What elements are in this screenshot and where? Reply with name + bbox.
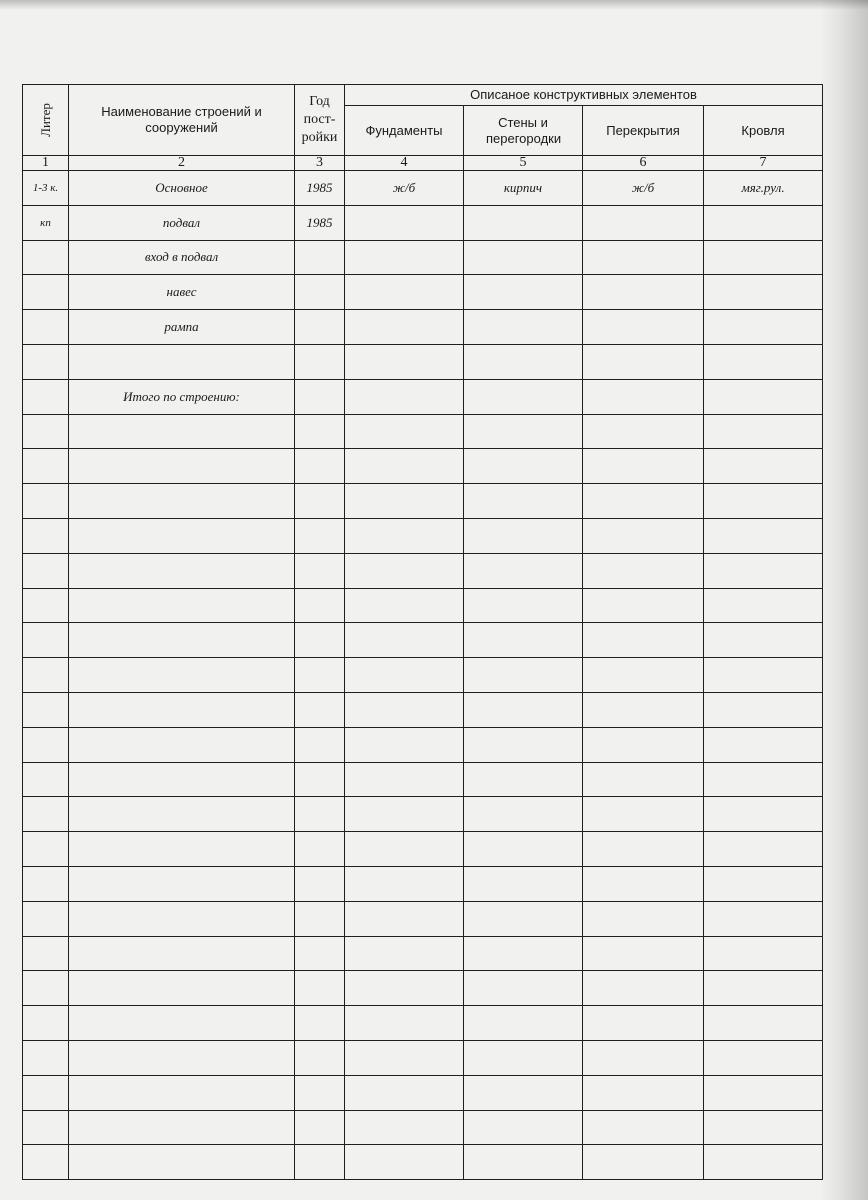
- header-liter: [23, 85, 69, 156]
- cell-year: [295, 1145, 345, 1180]
- cell-floors: [583, 692, 704, 727]
- cell-liter: [23, 484, 69, 519]
- header-foundation: [345, 106, 464, 156]
- cell-walls: [464, 971, 583, 1006]
- cell-floors: [583, 901, 704, 936]
- cell-liter: [23, 623, 69, 658]
- empty-table-row: [23, 1075, 823, 1110]
- cell-floors: [583, 275, 704, 310]
- cell-foundation: [345, 692, 464, 727]
- empty-table-row: [23, 971, 823, 1006]
- cell-foundation: [345, 518, 464, 553]
- cell-year: [295, 866, 345, 901]
- cell-foundation: [345, 414, 464, 449]
- header-floors: [583, 106, 704, 156]
- cell-roof: [704, 484, 823, 519]
- cell-floors: [583, 205, 704, 240]
- cell-name: навес: [69, 275, 295, 310]
- cell-floors: ж/б: [583, 171, 704, 206]
- cell-roof: [704, 414, 823, 449]
- table-row: [23, 379, 823, 414]
- empty-table-row: [23, 832, 823, 867]
- cell-liter: [23, 553, 69, 588]
- cell-walls: [464, 344, 583, 379]
- cell-walls: [464, 414, 583, 449]
- cell-liter: [23, 379, 69, 414]
- cell-liter: [23, 971, 69, 1006]
- cell-year: [295, 762, 345, 797]
- cell-floors: [583, 310, 704, 345]
- empty-table-row: [23, 623, 823, 658]
- cell-walls: [464, 762, 583, 797]
- cell-liter: [23, 797, 69, 832]
- cell-year: 1985: [295, 205, 345, 240]
- cell-floors: [583, 414, 704, 449]
- cell-roof: [704, 240, 823, 275]
- column-number: 6: [583, 156, 704, 171]
- cell-name: [69, 762, 295, 797]
- cell-floors: [583, 240, 704, 275]
- cell-roof: [704, 1006, 823, 1041]
- cell-year: [295, 275, 345, 310]
- cell-walls: [464, 240, 583, 275]
- cell-roof: [704, 936, 823, 971]
- cell-liter: [23, 310, 69, 345]
- cell-year: [295, 588, 345, 623]
- cell-foundation: [345, 449, 464, 484]
- cell-foundation: [345, 588, 464, 623]
- cell-roof: [704, 866, 823, 901]
- cell-floors: [583, 1006, 704, 1041]
- cell-foundation: [345, 1075, 464, 1110]
- column-number-row: [23, 156, 823, 171]
- cell-year: [295, 832, 345, 867]
- cell-foundation: [345, 832, 464, 867]
- cell-name: [69, 518, 295, 553]
- cell-floors: [583, 1145, 704, 1180]
- cell-liter: [23, 1040, 69, 1075]
- cell-liter: [23, 762, 69, 797]
- cell-foundation: [345, 1040, 464, 1075]
- cell-foundation: [345, 344, 464, 379]
- cell-floors: [583, 1075, 704, 1110]
- cell-name: подвал: [69, 205, 295, 240]
- cell-name: [69, 727, 295, 762]
- cell-year: [295, 553, 345, 588]
- header-year: [295, 85, 345, 156]
- cell-foundation: [345, 1110, 464, 1145]
- cell-walls: [464, 832, 583, 867]
- cell-roof: [704, 344, 823, 379]
- cell-walls: [464, 1145, 583, 1180]
- cell-liter: [23, 901, 69, 936]
- header-group: [345, 85, 823, 106]
- cell-floors: [583, 588, 704, 623]
- cell-year: [295, 623, 345, 658]
- cell-foundation: [345, 484, 464, 519]
- cell-foundation: [345, 240, 464, 275]
- cell-year: [295, 971, 345, 1006]
- cell-liter: [23, 866, 69, 901]
- cell-name: [69, 692, 295, 727]
- cell-floors: [583, 553, 704, 588]
- cell-walls: [464, 901, 583, 936]
- cell-roof: [704, 971, 823, 1006]
- cell-year: [295, 379, 345, 414]
- cell-foundation: [345, 623, 464, 658]
- cell-liter: [23, 727, 69, 762]
- empty-table-row: [23, 866, 823, 901]
- cell-roof: [704, 310, 823, 345]
- cell-liter: [23, 1110, 69, 1145]
- cell-year: [295, 797, 345, 832]
- cell-year: [295, 901, 345, 936]
- empty-table-row: [23, 553, 823, 588]
- column-number: 2: [69, 156, 295, 171]
- cell-name: [69, 414, 295, 449]
- header-row-top: [23, 85, 823, 106]
- cell-year: [295, 727, 345, 762]
- cell-floors: [583, 449, 704, 484]
- empty-table-row: [23, 484, 823, 519]
- cell-roof: [704, 832, 823, 867]
- cell-foundation: [345, 901, 464, 936]
- cell-year: [295, 692, 345, 727]
- cell-foundation: [345, 205, 464, 240]
- cell-floors: [583, 623, 704, 658]
- cell-roof: [704, 1040, 823, 1075]
- cell-liter: [23, 275, 69, 310]
- empty-table-row: [23, 1006, 823, 1041]
- cell-floors: [583, 971, 704, 1006]
- cell-roof: мяг.рул.: [704, 171, 823, 206]
- cell-name: Основное: [69, 171, 295, 206]
- empty-table-row: [23, 518, 823, 553]
- cell-roof: [704, 727, 823, 762]
- cell-floors: [583, 344, 704, 379]
- cell-foundation: [345, 936, 464, 971]
- cell-floors: [583, 866, 704, 901]
- header-roof-label: Кровля: [741, 122, 785, 138]
- cell-liter: кп: [23, 205, 69, 240]
- cell-liter: [23, 1145, 69, 1180]
- cell-roof: [704, 588, 823, 623]
- cell-foundation: [345, 1145, 464, 1180]
- cell-roof: [704, 1145, 823, 1180]
- table-row: [23, 240, 823, 275]
- cell-roof: [704, 518, 823, 553]
- empty-table-row: [23, 658, 823, 693]
- cell-floors: [583, 1110, 704, 1145]
- cell-liter: [23, 1075, 69, 1110]
- cell-walls: [464, 936, 583, 971]
- empty-table-row: [23, 797, 823, 832]
- cell-foundation: [345, 379, 464, 414]
- cell-floors: [583, 832, 704, 867]
- empty-table-row: [23, 1110, 823, 1145]
- cell-walls: [464, 449, 583, 484]
- cell-name: [69, 553, 295, 588]
- cell-year: [295, 484, 345, 519]
- cell-year: [295, 449, 345, 484]
- cell-year: [295, 344, 345, 379]
- empty-table-row: [23, 414, 823, 449]
- cell-floors: [583, 936, 704, 971]
- cell-liter: [23, 449, 69, 484]
- empty-table-row: [23, 692, 823, 727]
- cell-walls: [464, 553, 583, 588]
- header-walls: [464, 106, 583, 156]
- cell-year: [295, 518, 345, 553]
- construction-elements-table: [22, 84, 823, 1180]
- cell-roof: [704, 692, 823, 727]
- cell-floors: [583, 727, 704, 762]
- empty-table-row: [23, 901, 823, 936]
- cell-roof: [704, 797, 823, 832]
- cell-walls: [464, 692, 583, 727]
- cell-year: [295, 414, 345, 449]
- table-row: [23, 310, 823, 345]
- cell-roof: [704, 658, 823, 693]
- cell-name: [69, 623, 295, 658]
- cell-foundation: [345, 866, 464, 901]
- cell-year: [295, 240, 345, 275]
- cell-walls: [464, 1040, 583, 1075]
- cell-year: [295, 1110, 345, 1145]
- cell-year: [295, 1075, 345, 1110]
- cell-roof: [704, 275, 823, 310]
- cell-walls: [464, 484, 583, 519]
- cell-floors: [583, 762, 704, 797]
- cell-roof: [704, 205, 823, 240]
- empty-table-row: [23, 588, 823, 623]
- cell-liter: [23, 344, 69, 379]
- cell-floors: [583, 1040, 704, 1075]
- cell-year: [295, 1006, 345, 1041]
- cell-name: [69, 1040, 295, 1075]
- cell-foundation: [345, 1006, 464, 1041]
- cell-roof: [704, 762, 823, 797]
- cell-liter: [23, 588, 69, 623]
- header-name-label: Наименование строений и сооружений: [101, 104, 262, 135]
- scan-binding-shadow: [820, 0, 868, 1200]
- header-liter-label: Литер: [37, 103, 53, 137]
- cell-foundation: [345, 971, 464, 1006]
- cell-foundation: [345, 310, 464, 345]
- cell-year: [295, 658, 345, 693]
- empty-table-row: [23, 1145, 823, 1180]
- cell-name: Итого по строению:: [69, 379, 295, 414]
- cell-liter: [23, 1006, 69, 1041]
- cell-liter: [23, 936, 69, 971]
- cell-walls: [464, 205, 583, 240]
- table-row: [23, 171, 823, 206]
- cell-liter: [23, 658, 69, 693]
- cell-foundation: [345, 275, 464, 310]
- cell-roof: [704, 901, 823, 936]
- column-number: 3: [295, 156, 345, 171]
- table-row: [23, 275, 823, 310]
- table-row: [23, 205, 823, 240]
- cell-foundation: [345, 553, 464, 588]
- cell-walls: [464, 866, 583, 901]
- cell-roof: [704, 1075, 823, 1110]
- cell-floors: [583, 484, 704, 519]
- cell-roof: [704, 1110, 823, 1145]
- cell-name: [69, 658, 295, 693]
- cell-foundation: [345, 727, 464, 762]
- cell-name: [69, 344, 295, 379]
- cell-liter: [23, 240, 69, 275]
- header-walls-label: Стены и перегородки: [486, 114, 562, 146]
- header-roof: [704, 106, 823, 156]
- empty-table-row: [23, 762, 823, 797]
- cell-roof: [704, 623, 823, 658]
- header-foundation-label: Фундаменты: [365, 122, 443, 138]
- cell-floors: [583, 379, 704, 414]
- cell-walls: [464, 518, 583, 553]
- empty-table-row: [23, 1040, 823, 1075]
- cell-name: [69, 1006, 295, 1041]
- cell-floors: [583, 658, 704, 693]
- cell-liter: [23, 832, 69, 867]
- cell-name: [69, 588, 295, 623]
- cell-foundation: ж/б: [345, 171, 464, 206]
- cell-floors: [583, 518, 704, 553]
- cell-walls: [464, 1075, 583, 1110]
- column-number: 1: [23, 156, 69, 171]
- cell-year: [295, 1040, 345, 1075]
- cell-name: рампа: [69, 310, 295, 345]
- cell-name: [69, 936, 295, 971]
- column-number: 5: [464, 156, 583, 171]
- cell-name: [69, 1110, 295, 1145]
- cell-name: вход в подвал: [69, 240, 295, 275]
- scan-top-edge: [0, 0, 868, 10]
- empty-table-row: [23, 936, 823, 971]
- cell-name: [69, 449, 295, 484]
- cell-name: [69, 971, 295, 1006]
- cell-walls: [464, 797, 583, 832]
- header-year-label: Год пост-ройки: [301, 94, 338, 145]
- cell-walls: [464, 623, 583, 658]
- cell-name: [69, 866, 295, 901]
- cell-walls: [464, 275, 583, 310]
- table-row: [23, 344, 823, 379]
- cell-name: [69, 1075, 295, 1110]
- construction-elements-form: [22, 84, 822, 1148]
- header-name: [69, 85, 295, 156]
- cell-year: [295, 936, 345, 971]
- cell-name: [69, 484, 295, 519]
- cell-name: [69, 901, 295, 936]
- cell-walls: [464, 1006, 583, 1041]
- cell-walls: кирпич: [464, 171, 583, 206]
- cell-name: [69, 797, 295, 832]
- cell-roof: [704, 449, 823, 484]
- column-number: 7: [704, 156, 823, 171]
- cell-liter: [23, 692, 69, 727]
- cell-foundation: [345, 762, 464, 797]
- cell-foundation: [345, 797, 464, 832]
- header-floors-label: Перекрытия: [606, 122, 680, 138]
- cell-roof: [704, 553, 823, 588]
- cell-walls: [464, 310, 583, 345]
- empty-table-row: [23, 449, 823, 484]
- cell-liter: 1-3 к.: [23, 171, 69, 206]
- cell-roof: [704, 379, 823, 414]
- cell-walls: [464, 588, 583, 623]
- cell-foundation: [345, 658, 464, 693]
- cell-walls: [464, 727, 583, 762]
- cell-walls: [464, 1110, 583, 1145]
- column-number: 4: [345, 156, 464, 171]
- cell-liter: [23, 518, 69, 553]
- cell-name: [69, 1145, 295, 1180]
- empty-table-row: [23, 727, 823, 762]
- header-group-label: Описаное конструктивных элементов: [470, 87, 697, 103]
- cell-walls: [464, 658, 583, 693]
- cell-year: 1985: [295, 171, 345, 206]
- cell-name: [69, 832, 295, 867]
- cell-walls: [464, 379, 583, 414]
- cell-floors: [583, 797, 704, 832]
- cell-year: [295, 310, 345, 345]
- cell-liter: [23, 414, 69, 449]
